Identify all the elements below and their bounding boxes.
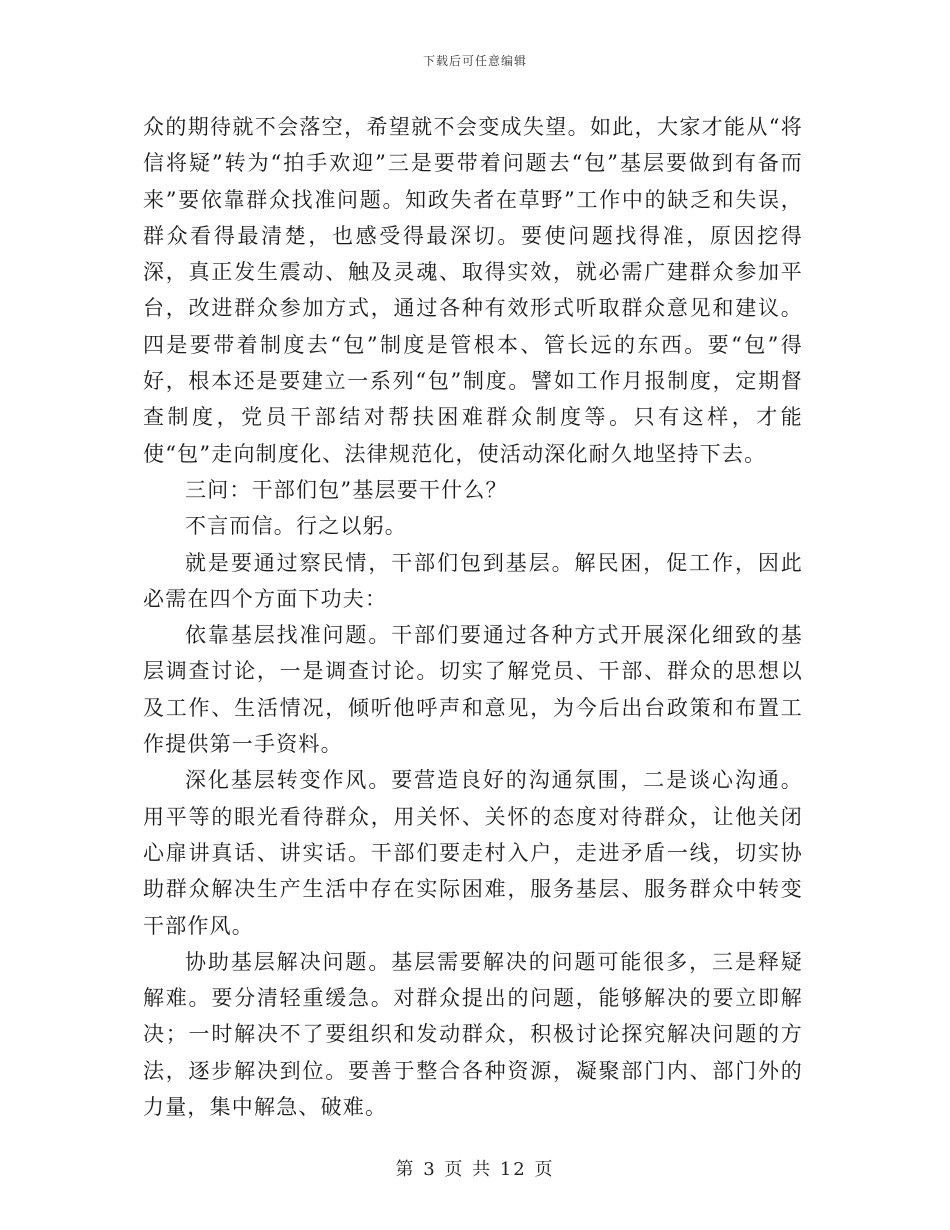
paragraph-4: 就是要通过察民情，干部们包到基层。解民困，促工作，因此必需在四个方面下功夫： xyxy=(143,550,803,611)
paragraph-1: 众的期待就不会落空，希望就不会变成失望。如此，大家才能从“将信将疑”转为“拍手欢迎”三是要带着问题去“包”基层要做到有备而来”要依靠群众找准问题。知政失者在草野”工作中的缺乏和失误，群众看得最清楚，也感受得最深切。要使问题找得准，原因挖得深，真正发生震动、触及灵魂、取得实效，就必需广建群众参加平台，改进群众参加方式，通过各种有效形式听取群众意见和建议。四是要带着制度去“包”制度是管根本、管长远的东西。要“包”得好，根本还是要建立一系列“包”制度。譬如工作月报制度，定期督查制度，党员干部结对帮扶困难群众制度等。只有这样，才能使“包”走向制度化、法律规范化，使活动深化耐久地坚持下去。 xyxy=(143,115,803,466)
paragraph-3: 不言而信。行之以躬。 xyxy=(185,514,407,539)
page-header: 下载后可任意编辑 xyxy=(422,54,527,68)
paragraph-7: 协助基层解决问题。基层需要解决的问题可能很多，三是释疑解难。要分清轻重缓急。对群众提出的问题，能够解决的要立即解决；一时解决不了要组织和发动群众，积极讨论探究解决问题的方法，逐步解决到位。要善于整合各种资源，凝聚部门内、部门外的力量，集中解急、破难。 xyxy=(143,949,803,1120)
document-body xyxy=(143,109,803,1125)
paragraph-6: 深化基层转变作风。要营造良好的沟通氛围，二是谈心沟通。用平等的眼光看待群众，用关怀、关怀的态度对待群众，让他关闭心扉讲真话、讲实话。干部们要走村入户，走进矛盾一线，切实协助群众解决生产生活中存在实际困难，服务基层、服务群众中转变干部作风。 xyxy=(143,768,803,938)
paragraph-2: 三问：干部们包”基层要干什么？ xyxy=(185,477,508,502)
paragraph-5: 依靠基层找准问题。干部们要通过各种方式开展深化细致的基层调查讨论，一是调查讨论。切实了解党员、干部、群众的思想以及工作、生活情况，倾听他呼声和意见，为今后出台政策和布置工作提供第一手资料。 xyxy=(143,623,803,757)
page-number-footer: 第 3 页 共 12 页 xyxy=(395,1159,555,1180)
